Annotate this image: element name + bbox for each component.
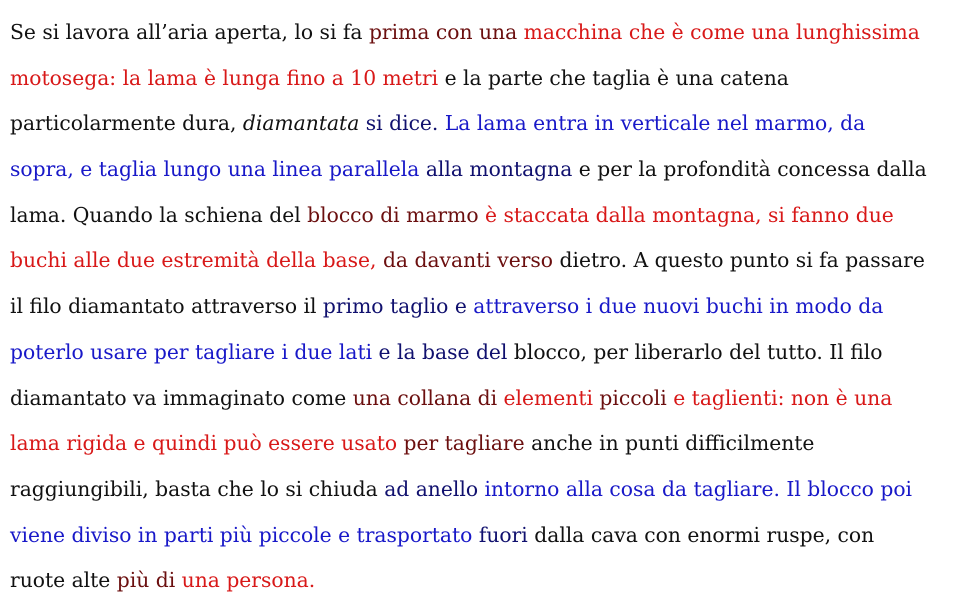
text-segment: per tagliare <box>403 431 532 456</box>
text-segment: blocco, per liberarlo del tutto. Il filo <box>513 339 883 364</box>
text-line <box>10 558 974 604</box>
text-segment: e taglienti: non è una <box>673 385 893 410</box>
text-segment: primo taglio e <box>322 294 474 319</box>
text-segment: una persona. <box>181 568 316 593</box>
text-segment: attraverso i due nuovi buchi in modo da <box>473 294 884 319</box>
text-segment: diamantata <box>242 111 360 136</box>
text-segment: blocco di marmo <box>307 202 486 227</box>
text-segment: lama rigida e quindi può essere usato <box>10 431 404 456</box>
text-line <box>10 101 974 147</box>
text-segment: il filo diamantato attraverso il <box>10 294 323 319</box>
text-segment: più di <box>116 568 182 593</box>
text-line <box>10 376 974 422</box>
text-segment: dalla cava con enormi ruspe, con <box>534 522 875 547</box>
text-segment: alla montagna <box>425 157 579 182</box>
text-line <box>10 421 974 467</box>
text-segment: è staccata dalla montagna, si fanno due <box>485 202 894 227</box>
text-segment: intorno alla cosa da tagliare. Il blocco poi <box>484 476 913 501</box>
text-segment: viene diviso in parti più piccole e trasportato <box>10 522 479 547</box>
text-line <box>10 193 974 239</box>
text-segment: ad anello <box>384 476 485 501</box>
text-line <box>10 238 974 284</box>
text-segment: Se si lavora all’aria aperta, lo si fa <box>10 20 369 44</box>
text-line <box>10 467 974 513</box>
text-line <box>10 147 974 193</box>
text-segment: dietro. A questo punto si fa passare <box>559 248 925 273</box>
text-segment: buchi alle due estremità della base, <box>10 248 383 273</box>
text-segment: La lama entra in verticale nel marmo, da <box>444 111 866 136</box>
text-segment: prima con una <box>368 20 524 44</box>
text-segment: ruote alte <box>10 568 117 593</box>
text-segment: lama. Quando la schiena del <box>10 202 308 227</box>
text-segment: una collana di <box>352 385 504 410</box>
text-segment: e la parte che taglia è una catena <box>444 65 789 90</box>
text-line <box>10 56 974 102</box>
text-segment: motosega: la lama è lunga fino a 10 metri <box>10 65 445 90</box>
text-segment: elementi <box>503 385 600 410</box>
text-segment: poterlo usare per tagliare i due lati <box>10 339 379 364</box>
text-line <box>10 513 974 559</box>
text-segment: anche in punti difficilmente <box>531 431 815 456</box>
text-segment: particolarmente dura, <box>10 111 243 136</box>
text-segment: si dice. <box>359 111 445 136</box>
text-line <box>10 330 974 376</box>
text-segment: e la base del <box>378 339 514 364</box>
text-segment: piccoli <box>599 385 674 410</box>
text-line <box>10 284 974 330</box>
text-segment: e per la profondità concessa dalla <box>578 157 927 182</box>
text-segment: diamantato va immaginato come <box>10 385 353 410</box>
text-segment: macchina che è come una lunghissima <box>523 20 920 44</box>
text-segment: da davanti verso <box>382 248 560 273</box>
text-segment: raggiungibili, basta che lo si chiuda <box>10 476 385 501</box>
text-line <box>10 10 974 56</box>
text-segment: fuori <box>478 522 535 547</box>
text-segment: sopra, e taglia lungo una linea parallela <box>10 157 426 182</box>
